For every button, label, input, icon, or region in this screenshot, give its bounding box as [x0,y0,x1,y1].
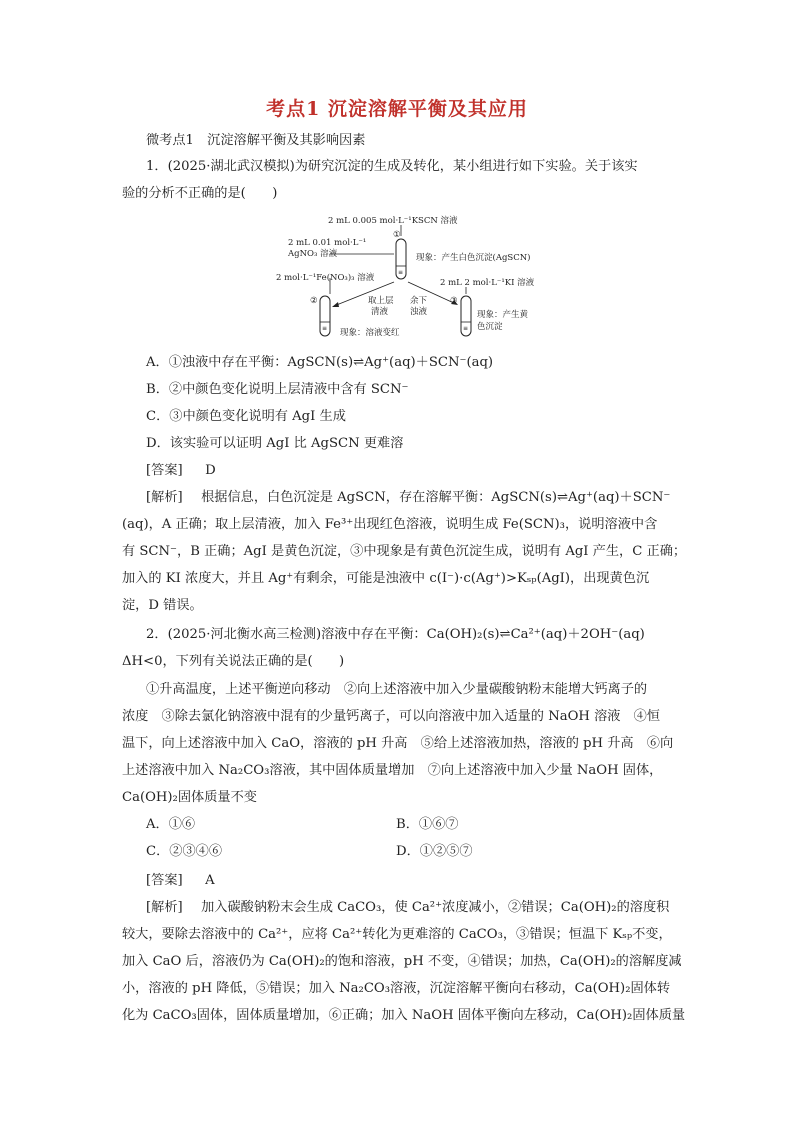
tube2-marker: ② [310,296,318,306]
q2-option-a: A．①⑥ [146,817,196,832]
q1-answer [146,461,216,481]
q2-body-line-3: 温下，向上述溶液中加入 CaO，溶液的 pH 升高 ⑤给上述溶液加热，溶液的 pH 升高 ⑥向 [122,736,674,751]
page-title: 考点1 沉淀溶解平衡及其应用 [266,98,528,120]
q2-analysis-line-1: [解析] 加入碳酸钠粉末会生成 CaCO₃，使 Ca²⁺浓度减小，②错误；Ca(OH)₂的溶度积 [146,900,670,915]
q2-body-line-5: Ca(OH)₂固体质量不变 [122,790,257,805]
left-reagent-label-2: AgNO₃ 溶液 [288,249,338,259]
q2-stem-line-1: 2．(2025·河北衡水高三检测)溶液中存在平衡：Ca(OH)₂(s)⇌Ca²⁺(aq)＋2OH⁻(aq) [146,627,645,642]
test-tube-3 [461,296,471,336]
svg-text:≡: ≡ [322,325,328,332]
q1-analysis-line-1: [解析] 根据信息，白色沉淀是 AgSCN，存在溶解平衡：AgSCN(s)⇌Ag⁺(aq)＋SCN⁻ [146,490,671,505]
q1-option-c: C．③中颜色变化说明有 AgI 生成 [146,409,346,424]
q1-option-a: A．①浊液中存在平衡：AgSCN(s)⇌Ag⁺(aq)＋SCN⁻(aq) [146,355,494,370]
tube3-phenomenon-2: 色沉淀 [477,322,503,332]
take-upper-label-2: 清液 [371,307,389,317]
test-tube-1 [396,239,406,279]
q1-stem-line-1: 1．(2025·湖北武汉模拟)为研究沉淀的生成及转化，某小组进行如下实验。关于该实 [146,159,638,174]
q2-body-line-1: ①升高温度，上述平衡逆向移动 ②向上述溶液中加入少量碳酸钠粉末能增大钙离子的 [146,682,648,697]
tube1-marker: ① [393,230,401,240]
q1-option-d: D．该实验可以证明 AgI 比 AgSCN 更难溶 [146,436,404,451]
q1-analysis-line-4: 加入的 KI 浓度大，并且 Ag⁺有剩余，可能是浊液中 c(I⁻)·c(Ag⁺)>Kₛₚ(AgI)，出现黄色沉 [122,571,650,586]
top-reagent-label: 2 mL 0.005 mol·L⁻¹KSCN 溶液 [328,216,458,226]
q2-answer-label: [答案] [146,873,183,888]
test-tube-2 [320,296,330,336]
svg-text:≡: ≡ [463,325,469,332]
q2-analysis-line-5: 化为 CaCO₃固体，固体质量增加，⑥正确；加入 NaOH 固体平衡向左移动，Ca(OH)₂固体质量 [122,1008,686,1023]
q2-analysis-line-3: 加入 CaO 后，溶液仍为 Ca(OH)₂的饱和溶液，pH 不变，④错误；加热，Ca(OH)₂的溶解度减 [122,954,682,969]
tube2-phenomenon: 现象：溶液变红 [340,328,400,338]
q1-analysis-line-3: 有 SCN⁻，B 正确；AgI 是黄色沉淀，③中现象是有黄色沉淀生成，说明有 AgI 产生，C 正确； [122,544,687,559]
q1-answer-label: [答案] [146,463,183,478]
remain-label-1: 余下 [410,296,428,306]
q2-body-line-2: 浓度 ③除去氯化钠溶液中混有的少量钙离子，可以向溶液中加入适量的 NaOH 溶液 ④恒 [122,709,661,724]
section-heading: 微考点1 沉淀溶解平衡及其影响因素 [146,133,366,148]
remain-label-2: 浊液 [410,307,428,317]
left-reagent-label-1: 2 mL 0.01 mol·L⁻¹ [288,238,367,248]
q2-stem-line-2: ΔH<0，下列有关说法正确的是( ) [122,654,345,669]
experiment-diagram [268,214,558,342]
q1-option-b: B．②中颜色变化说明上层清液中含有 SCN⁻ [146,382,409,397]
q2-answer-value: A [205,873,215,888]
q2-analysis-label: [解析] [146,900,183,915]
q2-option-d: D．①②⑤⑦ [396,844,473,859]
q1-answer-value: D [205,463,216,478]
take-upper-label-1: 取上层 [368,296,394,306]
tube3-phenomenon-1: 现象：产生黄 [477,310,529,320]
q2-option-c: C．②③④⑥ [146,844,223,859]
ki-reagent-label: 2 mL 2 mol·L⁻¹KI 溶液 [440,278,535,288]
q2-body-line-4: 上述溶液中加入 Na₂CO₃溶液，其中固体质量增加 ⑦向上述溶液中加入少量 NaOH 固体， [122,763,663,778]
q1-analysis-label: [解析] [146,490,183,505]
tube3-marker: ③ [450,296,458,306]
q2-answer [146,871,215,891]
q1-analysis-line-2: (aq)，A 正确；取上层清液，加入 Fe³⁺出现红色溶液，说明生成 Fe(SCN)₃，说明溶液中含 [122,517,658,532]
fe-reagent-label: 2 mol·L⁻¹Fe(NO₃)₃ 溶液 [276,273,375,283]
svg-text:≡: ≡ [398,269,404,276]
q2-analysis-line-2: 较大，要除去溶液中的 Ca²⁺，应将 Ca²⁺转化为更难溶的 CaCO₃，③错误；恒温下 Kₛₚ不变， [122,927,672,942]
q2-option-b: B．①⑥⑦ [396,817,459,832]
tube1-phenomenon: 现象：产生白色沉淀(AgSCN) [416,253,531,263]
q1-stem-line-2: 验的分析不正确的是( ) [122,186,278,201]
q2-analysis-line-4: 小，溶液的 pH 降低，⑤错误；加入 Na₂CO₃溶液，沉淀溶解平衡向右移动，Ca(OH)₂固体转 [122,981,671,996]
q1-analysis-line-5: 淀，D 错误。 [122,598,203,613]
